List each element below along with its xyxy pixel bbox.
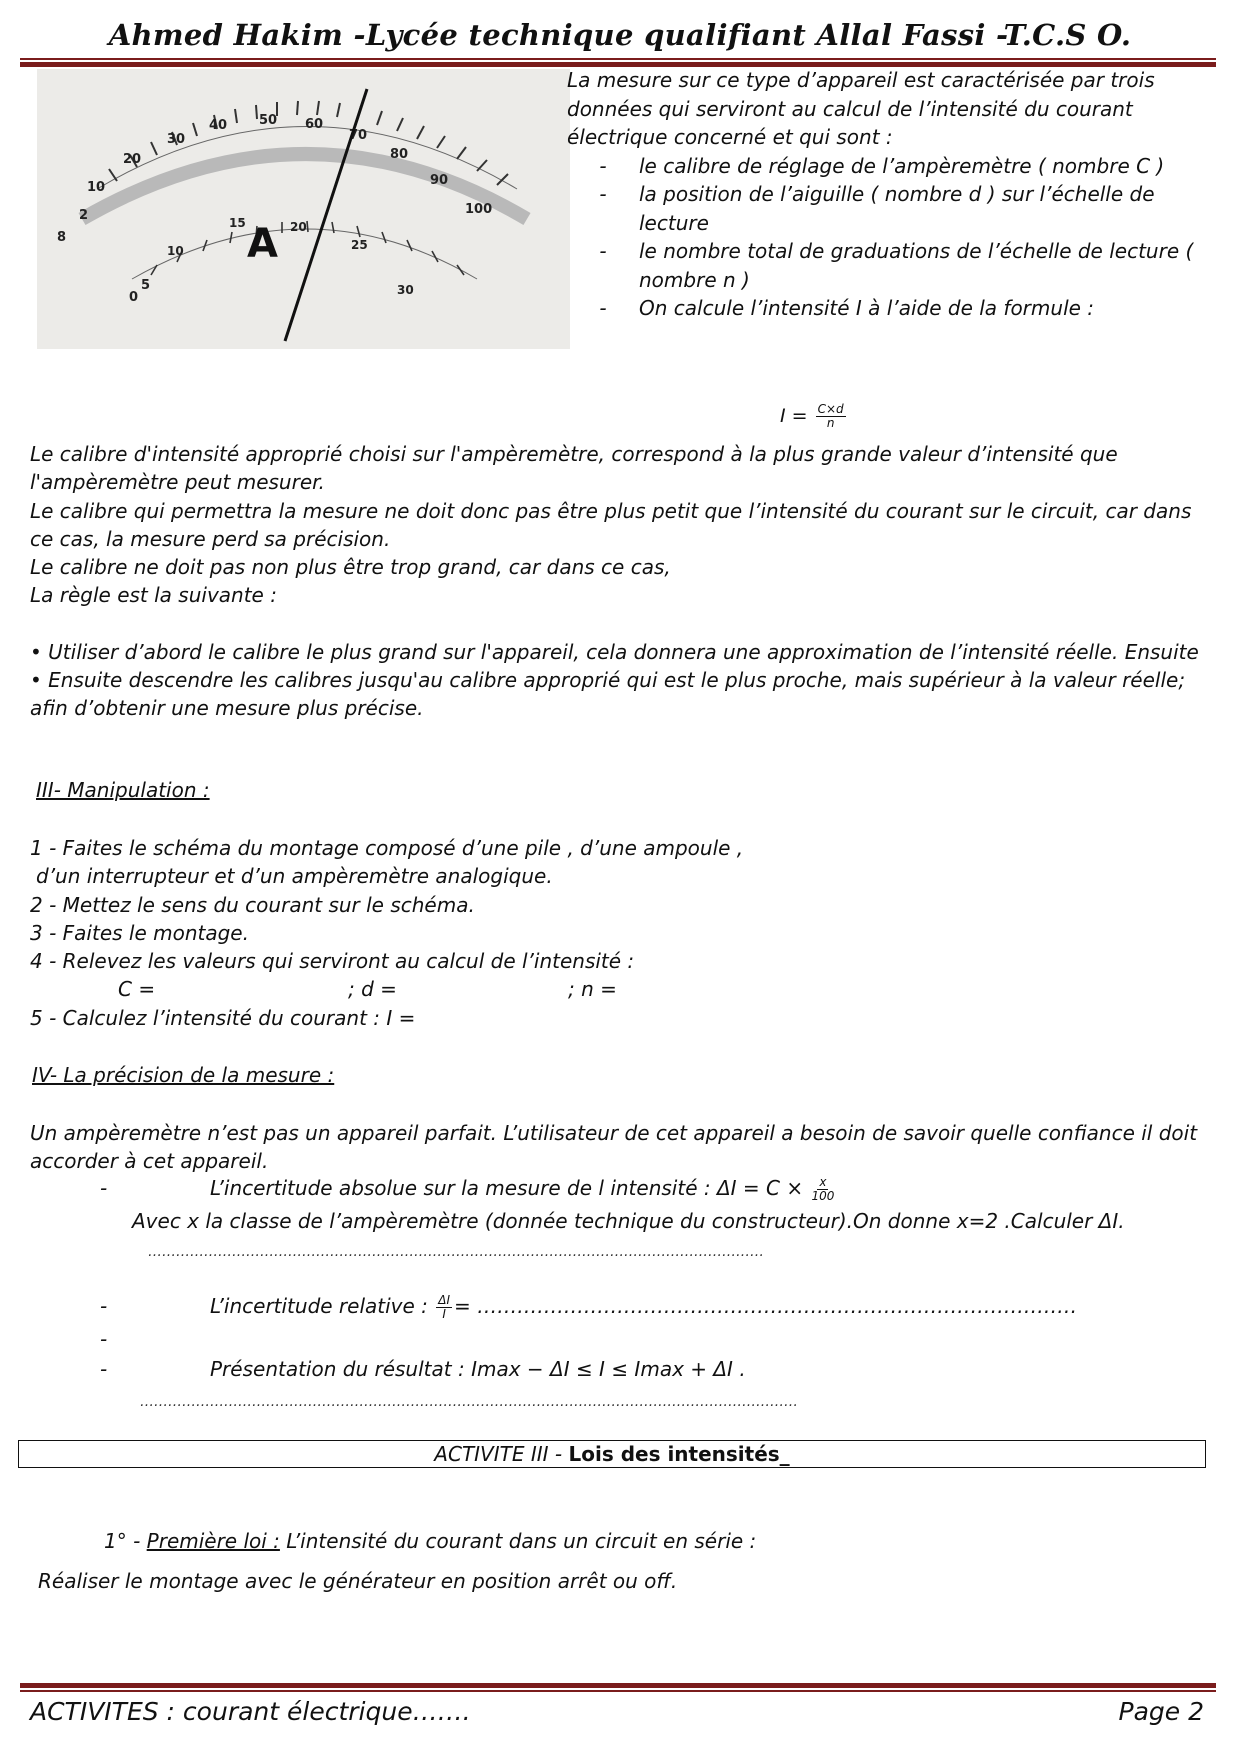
blank-line [30,610,1220,638]
gauge-outer-tick-70: 70 [349,128,368,143]
absolute-denominator: 100 [811,1189,835,1203]
gauge-inner-tick-25: 25 [351,238,368,252]
relative-uncertainty-row [30,1292,1220,1321]
intro-bullet-calibre [599,152,1207,181]
footer-rule-thin [20,1690,1216,1692]
gauge-outer-tick-60: 60 [305,117,324,132]
bullet-text: le nombre total de graduations de l’échelle de lecture ( nombre n ) [639,239,1194,292]
calibre-section [30,440,1220,723]
formula-numerator: C×d [817,402,844,416]
gauge-outer-tick-80: 80 [390,147,409,162]
relative-denominator: I [442,1307,446,1321]
gauge-inner-tick-15: 15 [229,216,246,230]
gauge-unit-letter: A [247,221,278,267]
bullet-dash: - [599,182,607,206]
gauge-outer-tick-50: 50 [259,113,278,128]
ammeter-gauge-illustration [37,69,570,349]
gauge-outer-tick-0: 0 [129,290,139,305]
answer-dots-result: …………………………………………………………………………………………………………………………… [140,1394,798,1410]
gauge-outer-tick-10: 10 [87,180,106,195]
manipulation-step-2: 2 - Mettez le sens du courant sur le schéma. [30,892,475,917]
gauge-outer-tick-40: 40 [209,118,228,133]
premiere-loi-text: L’intensité du courant dans un circuit en série : [279,1529,757,1553]
header-rule-thin [20,58,1216,60]
relative-answer-dots: = ……………………………………………………………………………… [454,1294,1078,1318]
premiere-loi-label: Première loi : [146,1529,280,1553]
manipulation-step-3: 3 - Faites le montage. [30,920,249,945]
value-d-label: ; d = [348,977,397,1002]
manipulation-step-1: 1 - Faites le schéma du montage composé d’une pile , d’une ampoule , [30,836,744,860]
absolute-uncertainty-note: Avec x la classe de l’ampèremètre (donnée technique du constructeur).On donne x=2 .Calculer ΔI. [132,1209,1125,1233]
calibre-line-3: Le calibre ne doit pas non plus être trop grand, car dans ce cas, [30,555,671,580]
gauge-outer-tick-20: 20 [123,152,142,167]
value-n-label: ; n = [568,977,617,1002]
result-presentation-row [30,1355,1220,1383]
gauge-outer-tick-2: 2 [79,208,89,223]
absolute-uncertainty-label: L’incertitude absolue sur la mesure de l intensité : ΔI = C × [210,1176,804,1200]
answer-dots-absolute: …………………………………………………………………………………………………………………… [148,1244,764,1260]
calibre-line-2: Le calibre qui permettra la mesure ne doit donc pas être plus petit que l’intensité du courant sur le circuit, car dans ce cas, la mesure perd sa précision. [30,498,1192,551]
bullet-dash: - [599,239,607,263]
activite-iii-prefix: ACTIVITE III - [434,1442,569,1466]
bullet-dash: - [599,296,607,320]
value-c-label: C = [118,977,156,1002]
empty-dash-line: - [100,1327,108,1351]
relative-numerator: ΔI [438,1293,451,1307]
precision-intro: Un ampèremètre n’est pas un appareil parfait. L’utilisateur de cet appareil a besoin de savoir quelle confiance il doit accorder à cet appareil. [30,1121,1198,1174]
page-header-title: Ahmed Hakim -Lycée technique qualifiant Allal Fassi -T.C.S O. [108,18,1132,52]
gauge-outer-tick-30: 30 [167,132,186,147]
gauge-inner-tick-20: 20 [290,220,307,234]
absolute-dash: - [100,1176,108,1200]
manipulation-steps [30,834,1220,1032]
relative-fraction [436,1294,452,1321]
intro-bullet-graduations [599,237,1207,294]
bullet-text: la position de l’aiguille ( nombre d ) sur l’échelle de lecture [639,182,1155,235]
gauge-outer-tick-90: 90 [430,173,449,188]
intensity-formula [780,403,848,430]
footer-section-title: ACTIVITES : courant électrique……. [30,1697,471,1726]
formula-lhs: I = [780,405,808,427]
intro-section [567,66,1207,323]
formula-denominator: n [826,416,835,430]
absolute-uncertainty-row [30,1174,1220,1203]
intro-bullet-formula [599,294,1207,323]
calibre-line-1: Le calibre d'intensité approprié choisi sur l'ampèremètre, correspond à la plus grande valeur d’intensité que l'ampèremètre peut mesurer. [30,442,1118,495]
precision-title: IV- La précision de la mesure : [32,1063,335,1087]
intro-bullet-list [567,152,1207,323]
relative-dash: - [100,1294,108,1318]
intro-paragraph: La mesure sur ce type d’appareil est caractérisée par trois données qui serviront au calcul de l’intensité du courant électrique concerné et qui sont : [567,68,1155,149]
relative-uncertainty-label: L’incertitude relative : [210,1294,428,1318]
result-dash: - [100,1357,108,1381]
absolute-fraction [811,1176,834,1203]
intro-bullet-position [599,180,1207,237]
gauge-inner-tick-30: 30 [397,283,414,297]
result-presentation-expression: Imax − ΔI ≤ I ≤ Imax + ΔI . [471,1357,746,1381]
gauge-outer-tick-5: 5 [141,278,151,293]
result-presentation-label: Présentation du résultat : [210,1357,465,1381]
activite-iii-title: Lois des intensités_ [568,1442,790,1466]
bullet-text: On calcule l’intensité I à l’aide de la formule : [639,296,1095,320]
manipulation-step-1-cont: d’un interrupteur et d’un ampèremètre analogique. [36,864,553,889]
gauge-inner-tick-10: 10 [167,244,184,258]
manipulation-step-5: 5 - Calculez l’intensité du courant : I = [30,1005,416,1030]
premiere-loi-line [104,1527,1240,1555]
calibre-rule-2: • Ensuite descendre les calibres jusqu'au calibre approprié qui est le plus proche, mais supérieur à la valeur réelle; afin d’obtenir une mesure plus précise. [30,668,1186,721]
activite-iii-box [18,1440,1206,1468]
manipulation-step-4: 4 - Relevez les valeurs qui serviront au calcul de l’intensité : [30,949,635,974]
gauge-outer-tick-8: 8 [57,230,67,245]
manipulation-values-row [30,975,1220,1003]
absolute-numerator: x [819,1175,827,1189]
footer-rule-thick [20,1683,1216,1688]
montage-instruction: Réaliser le montage avec le générateur en position arrêt ou off. [38,1569,678,1593]
calibre-rule-1: • Utiliser d’abord le calibre le plus grand sur l'appareil, cela donnera une approximation de l’intensité réelle. Ensuite [30,639,1199,664]
manipulation-title: III- Manipulation : [36,778,210,802]
footer-page-number: Page 2 [1118,1697,1204,1726]
bullet-text: le calibre de réglage de l’ampèremètre ( nombre C ) [639,153,1165,178]
calibre-line-4: La règle est la suivante : [30,583,277,608]
bullet-dash: - [599,153,607,178]
formula-fraction [816,403,846,430]
gauge-outer-tick-100: 100 [465,202,493,217]
premiere-loi-number: 1° - [104,1529,147,1553]
